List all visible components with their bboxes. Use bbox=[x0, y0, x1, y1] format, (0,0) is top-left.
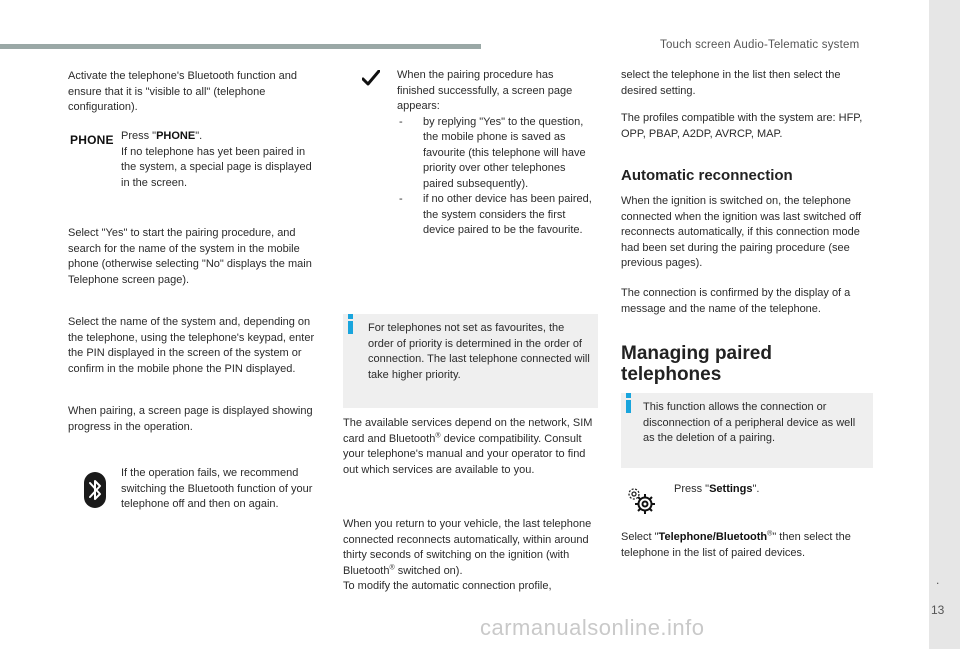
phone-button-label: PHONE bbox=[70, 133, 114, 147]
info-box-favourites bbox=[343, 314, 598, 408]
registered-mark: ® bbox=[389, 563, 395, 571]
info-box-managing bbox=[621, 393, 873, 468]
press-prefix: Press " bbox=[674, 483, 710, 495]
list-item: - if no other device has been paired, the system considers the first device paired to be the favourite. bbox=[397, 192, 593, 239]
info-text-favourites: For telephones not set as favourites, the order of priority is determined in the order of connection. The last telephone connected will take higher priority. bbox=[368, 322, 590, 381]
para-confirmed: The connection is confirmed by the display of a message and the name of the telephone. bbox=[621, 287, 851, 315]
info-icon bbox=[348, 321, 353, 334]
services-text-b: device compatibility. Consult your telephone's manual and your operator to find out which services are available to you. bbox=[343, 432, 586, 476]
pairing-success-block bbox=[397, 68, 593, 239]
return-text-a: When you return to your vehicle, the last telephone connected reconnects automatically, within around thirty seconds of switching on the ignition (with Bluetooth bbox=[343, 518, 592, 577]
watermark: carmanualsonline.info bbox=[480, 615, 705, 640]
para-select-setting: select the telephone in the list then select the desired setting. bbox=[621, 69, 841, 97]
checkmark-icon bbox=[362, 70, 380, 91]
registered-mark: ® bbox=[767, 530, 773, 538]
select-prefix: Select " bbox=[621, 531, 659, 543]
info-text-managing: This function allows the connection or disconnection of a peripheral device as well as the deletion of a pairing. bbox=[643, 401, 856, 444]
press-settings-bold: Settings bbox=[709, 483, 753, 495]
select-suffix: " then select the telephone in the list of paired devices. bbox=[621, 531, 851, 559]
para-ignition: When the ignition is switched on, the telephone connected when the ignition was last switched off reconnects automatically, if this connection mode had been set during the pairing procedure (see previous pages). bbox=[621, 195, 862, 269]
press-prefix: Press " bbox=[121, 130, 157, 142]
para-profiles: The profiles compatible with the system are: HFP, OPP, PBAP, A2DP, AVRCP, MAP. bbox=[621, 112, 863, 140]
para-return-vehicle bbox=[343, 517, 603, 595]
press-phone-bold: PHONE bbox=[156, 130, 196, 142]
pairing-options-list bbox=[397, 115, 593, 239]
para-press-settings bbox=[674, 482, 874, 498]
list-item: - by replying "Yes" to the question, the mobile phone is saved as favourite (this telephone will have priority over other telephones paired subsequently). bbox=[397, 115, 593, 193]
page-number: 13 bbox=[931, 603, 945, 617]
side-strip bbox=[929, 0, 960, 649]
para-press-phone bbox=[121, 129, 321, 191]
header-bar bbox=[0, 44, 481, 49]
para-pairing-success: When the pairing procedure has finished successfully, a screen page appears: bbox=[397, 69, 573, 112]
para-select-telephone-bluetooth bbox=[621, 530, 879, 561]
para-select-name: Select the name of the system and, depending on the telephone, using the telephone's keypad, enter the PIN displayed in the screen of the system or confirm in the mobile phone the PIN displayed. bbox=[68, 316, 315, 375]
page-marker: . bbox=[936, 573, 940, 587]
section-title: Touch screen Audio-Telematic system bbox=[660, 39, 860, 51]
heading-managing-paired: Managing paired telephones bbox=[621, 343, 772, 385]
telephone-bold: Telephone bbox=[658, 531, 713, 543]
return-text-b: switched on). bbox=[394, 564, 463, 577]
para-pairing-progress: When pairing, a screen page is displayed showing progress in the operation. bbox=[68, 405, 313, 433]
para-activate-bluetooth: Activate the telephone's Bluetooth function and ensure that it is "visible to all" (telephone configuration). bbox=[68, 70, 297, 113]
press-suffix: ". bbox=[195, 130, 203, 142]
bluetooth-icon bbox=[84, 472, 106, 513]
bluetooth-bold: Bluetooth bbox=[715, 531, 768, 543]
para-operation-fails: If the operation fails, we recommend switching the Bluetooth function of your telephone off and then on again. bbox=[121, 467, 313, 510]
para-select-yes: Select "Yes" to start the pairing procedure, and search for the name of the system in the mobile phone (otherwise selecting "No" displays the main Telephone screen page). bbox=[68, 227, 312, 286]
return-text-c: To modify the automatic connection profile, bbox=[343, 580, 552, 592]
registered-mark: ® bbox=[435, 431, 441, 439]
services-text-a: The available services depend on the network, SIM card and Bluetooth bbox=[343, 417, 593, 445]
info-icon-dot bbox=[348, 314, 353, 319]
para-available-services bbox=[343, 416, 601, 478]
press-suffix: ". bbox=[752, 483, 760, 495]
info-icon bbox=[626, 400, 631, 413]
heading-automatic-reconnection: Automatic reconnection bbox=[621, 167, 793, 184]
slash: / bbox=[712, 531, 716, 543]
no-telephone-text: If no telephone has yet been paired in the system, a special page is displayed in the screen. bbox=[121, 145, 312, 189]
settings-gear-icon bbox=[623, 483, 661, 524]
info-icon-dot bbox=[626, 393, 631, 398]
